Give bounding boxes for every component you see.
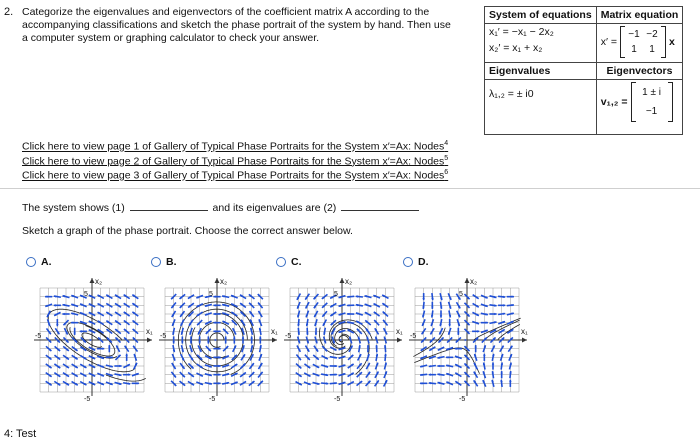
tick-label: -5 [334,396,341,403]
direction-arrowhead [233,336,235,338]
x-axis-label: x₁ [271,327,278,336]
direction-arrowhead [503,304,505,306]
matrix-lhs: x′ = [600,36,617,48]
direction-arrowhead [446,356,448,358]
tick-label: 5 [334,291,338,298]
direction-arrowhead [62,313,64,315]
y-axis-label: x₂ [470,277,478,286]
direction-arrowhead [500,371,502,373]
radio-c[interactable] [276,257,286,267]
question-number: 2. [4,6,14,18]
direction-arrowhead [259,336,261,338]
trajectory [339,335,349,342]
direction-arrowhead [213,321,215,323]
direction-arrowhead [474,345,476,347]
direction-arrowhead [486,321,488,323]
direction-arrowhead [213,295,215,297]
y-axis-arrow [215,278,220,283]
option-d[interactable]: D. [403,256,429,268]
y-axis-arrow [340,278,345,283]
y-axis-label: x₂ [220,277,228,286]
direction-arrowhead [128,373,130,375]
direction-arrowhead [213,330,215,332]
gallery-link-1[interactable]: Click here to view page 1 of Gallery of Typical Phase Portraits for the System x′=Ax: Nodes$^4$ [22,140,449,153]
gallery-link-3[interactable]: Click here to view page 3 of Gallery of Typical Phase Portraits for the System x′=Ax: Nodes$^6$ [22,169,449,182]
direction-arrowhead [492,362,494,364]
answer-blank-1[interactable] [130,201,208,211]
tick-label: -5 [285,333,292,340]
option-a[interactable]: A. [26,256,52,268]
matrix-cell: −2 [646,29,658,40]
radio-d[interactable] [403,257,413,267]
direction-arrowhead [207,341,209,343]
tick-label: -5 [84,396,91,403]
x-axis-arrow [397,338,402,343]
eigvec-cell: 1 ± i [642,87,661,98]
direction-arrowhead [218,373,220,375]
direction-arrowhead [181,341,183,343]
direction-arrowhead [137,382,139,384]
direction-arrowhead [242,336,244,338]
system-line: The system shows (1) and its eigenvalues are (2) [22,201,421,214]
question-text: Categorize the eigenvalues and eigenvectors of the coefficient matrix A according to the accompanying classifications and sketch the phase portrait of the system by hand. Then use a computer system or graphing calculator to check your answer. [22,6,451,44]
equation-1: x₁′ = −x₁ − 2x₂ [489,26,554,38]
tick-label: 5 [459,291,463,298]
direction-arrowhead [509,380,511,382]
matrix-cell: 1 [631,44,637,55]
trajectory [474,318,521,340]
direction-arrowhead [54,304,56,306]
option-b[interactable]: B. [151,256,177,268]
option-c[interactable]: C. [276,256,302,268]
equation-2: x₂′ = x₁ + x₂ [489,42,543,54]
direction-arrowhead [80,330,82,332]
direction-arrowhead [218,347,220,349]
phase-portrait-a[interactable] [30,270,160,410]
direction-arrowhead [335,365,337,367]
phase-portrait-c[interactable] [280,270,410,410]
eigvec-lhs: v₁,₂ = [600,96,628,108]
direction-arrowhead [56,324,58,326]
trajectory [414,348,479,374]
eigvec-cell: −1 [645,106,658,117]
direction-arrowhead [73,333,75,335]
x-axis-label: x₁ [146,327,153,336]
y-axis-label: x₂ [95,277,103,286]
matrix-rhs: x [668,36,675,48]
matrix-cell: −1 [628,29,640,40]
matrix-cell: 1 [649,44,655,55]
x-axis-arrow [522,338,527,343]
tick-label: 5 [84,291,88,298]
direction-arrowhead [218,382,220,384]
divider [0,188,700,189]
direction-arrowhead [347,313,349,315]
direction-arrowhead [108,345,110,347]
direction-arrowhead [512,295,514,297]
direction-arrowhead [429,373,431,375]
tick-label: -5 [410,333,417,340]
direction-arrowhead [315,333,317,335]
matrix-equation [601,26,675,58]
direction-arrowhead [119,365,121,367]
direction-arrowhead [420,382,422,384]
radio-a[interactable] [26,257,36,267]
direction-arrowhead [437,365,439,367]
direction-arrowhead [494,313,496,315]
x-axis-label: x₁ [521,327,528,336]
gallery-link-2[interactable]: Click here to view page 2 of Gallery of Typical Phase Portraits for the System x′=Ax: Nodes$^5$ [22,154,449,167]
y-axis-arrow [90,278,95,283]
eigenvalues-value: λ₁,₂ = ± i0 [485,80,597,135]
radio-b[interactable] [151,257,161,267]
x-axis-arrow [147,338,152,343]
direction-arrowhead [218,365,220,367]
table-header-eigenvalues: Eigenvalues [485,63,597,80]
direction-arrowhead [71,321,73,323]
tick-label: 5 [209,291,213,298]
tick-label: -5 [459,396,466,403]
direction-arrowhead [250,336,252,338]
direction-arrowhead [213,313,215,315]
direction-arrowhead [125,354,127,356]
y-axis-label: x₂ [345,277,353,286]
sketch-prompt: Sketch a graph of the phase portrait. Choose the correct answer below. [22,225,353,237]
direction-arrowhead [224,336,226,338]
equations-table [484,6,683,135]
direction-arrowhead [457,333,459,335]
eigenvector [601,82,673,122]
direction-arrowhead [213,304,215,306]
x-axis-arrow [272,338,277,343]
direction-arrowhead [431,307,433,309]
table-header-eigenvectors: Eigenvectors [596,63,683,80]
tick-label: -5 [160,333,167,340]
footer-label: 4: Test [4,428,37,440]
x-axis-label: x₁ [396,327,403,336]
phase-portrait-b[interactable] [155,270,285,410]
tick-label: -5 [35,333,42,340]
direction-arrowhead [45,295,47,297]
direction-arrowhead [448,324,450,326]
direction-arrowhead [198,341,200,343]
direction-arrowhead [477,330,479,332]
gallery-links [22,138,448,182]
answer-blank-2[interactable] [341,201,419,211]
direction-arrowhead [102,347,104,349]
table-header-matrix: Matrix equation [596,7,683,24]
y-axis-arrow [465,278,470,283]
direction-arrowhead [483,354,485,356]
direction-arrowhead [172,341,174,343]
tick-label: -5 [209,396,216,403]
table-header-system: System of equations [485,7,597,24]
direction-arrowhead [422,298,424,300]
phase-portrait-d[interactable] [405,270,535,410]
direction-arrowhead [440,315,442,317]
